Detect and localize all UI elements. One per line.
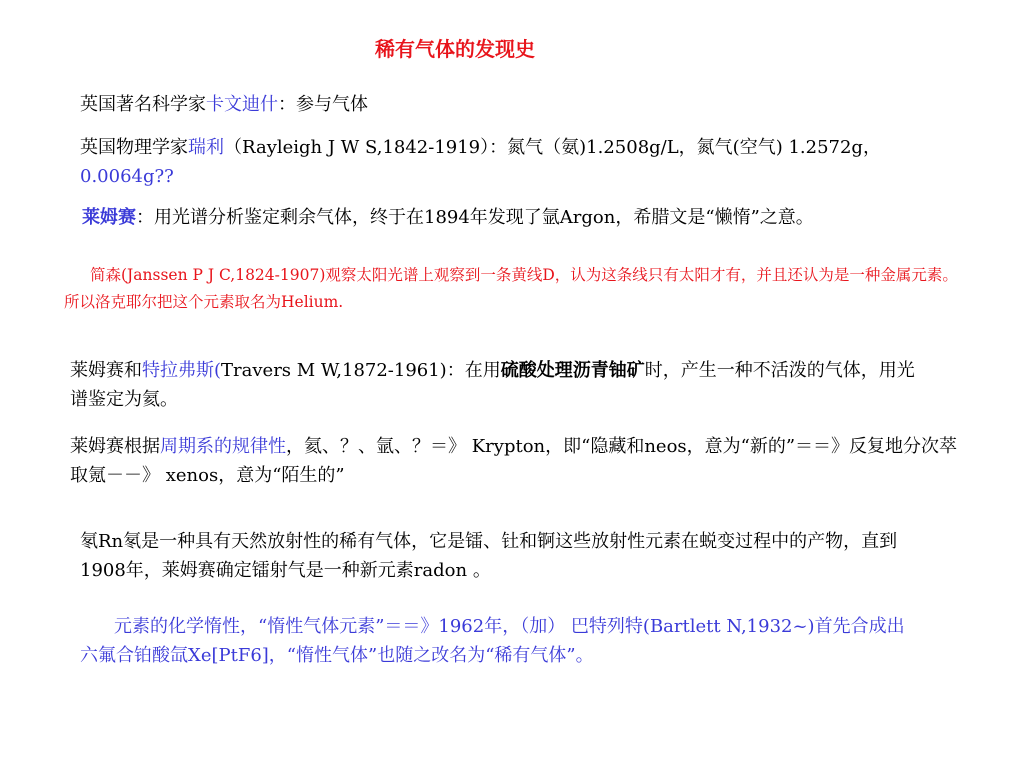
density-difference: 0.0064g?? bbox=[80, 166, 174, 187]
process-highlight: 硫酸处理沥青铀矿 bbox=[500, 360, 645, 381]
periodic-law-highlight: 周期系的规律性 bbox=[160, 436, 286, 457]
p6-suffix: ，氦、？、氩、？＝》 Krypton，即“隐藏和neos，意为“新的”＝＝》反复地分次萃取氪－－》 xenos，意为“陌生的” bbox=[70, 436, 958, 486]
paragraph-cavendish bbox=[80, 90, 910, 119]
paragraph-rayleigh bbox=[80, 133, 915, 191]
p5-prefix: 莱姆赛和 bbox=[70, 360, 142, 381]
p1-prefix: 英国著名科学家 bbox=[80, 94, 206, 115]
paragraph-ramsay-argon bbox=[70, 203, 970, 232]
p5-suffix: 时，产生一种不活泼的气体，用光谱鉴定为氦。 bbox=[70, 360, 915, 410]
paragraph-janssen-helium: 简森(Janssen P J C,1824-1907)观察太阳光谱上观察到一条黄线D，认为这条线只有太阳才有，并且还认为是一种金属元素。所以洛克耶尔把这个元素取名为Helium. bbox=[64, 266, 958, 311]
p2-prefix: 英国物理学家 bbox=[80, 137, 188, 158]
page-title: 稀有气体的发现史 bbox=[375, 37, 535, 61]
p6-prefix: 莱姆赛根据 bbox=[70, 436, 160, 457]
p3-text: ：用光谱分析鉴定剩余气体，终于在1894年发现了氩Argon，希腊文是“懒惰”之意。 bbox=[136, 207, 814, 228]
p1-suffix: ：参与气体 bbox=[278, 94, 368, 115]
scientist-name-travers: 特拉弗斯( bbox=[142, 360, 222, 381]
p2-text: （Rayleigh J W S,1842-1919）：氮气（氨)1.2508g/L，氮气(空气) 1.2572g， bbox=[224, 137, 881, 158]
scientist-name-ramsay: 莱姆赛 bbox=[82, 207, 136, 228]
paragraph-radon: 氡Rn氡是一种具有天然放射性的稀有气体，它是镭、钍和锕这些放射性元素在蜕变过程中的产物，直到1908年，莱姆赛确定镭射气是一种新元素radon 。 bbox=[80, 531, 898, 581]
paragraph-inertness: 元素的化学惰性，“惰性气体元素”＝＝》1962年，（加） 巴特列特(Bartlett N,1932~)首先合成出六氟合铂酸氙Xe[PtF6]，“惰性气体”也随之改名为“稀有气体”。 bbox=[80, 616, 905, 666]
scientist-name-cavendish: 卡文迪什 bbox=[206, 94, 278, 115]
scientist-name-rayleigh: 瑞利 bbox=[188, 137, 224, 158]
paragraph-periodic-law bbox=[70, 432, 970, 490]
paragraph-ramsay-travers bbox=[70, 356, 920, 414]
p5-mid: Travers M W,1872-1961)：在用 bbox=[221, 360, 501, 381]
